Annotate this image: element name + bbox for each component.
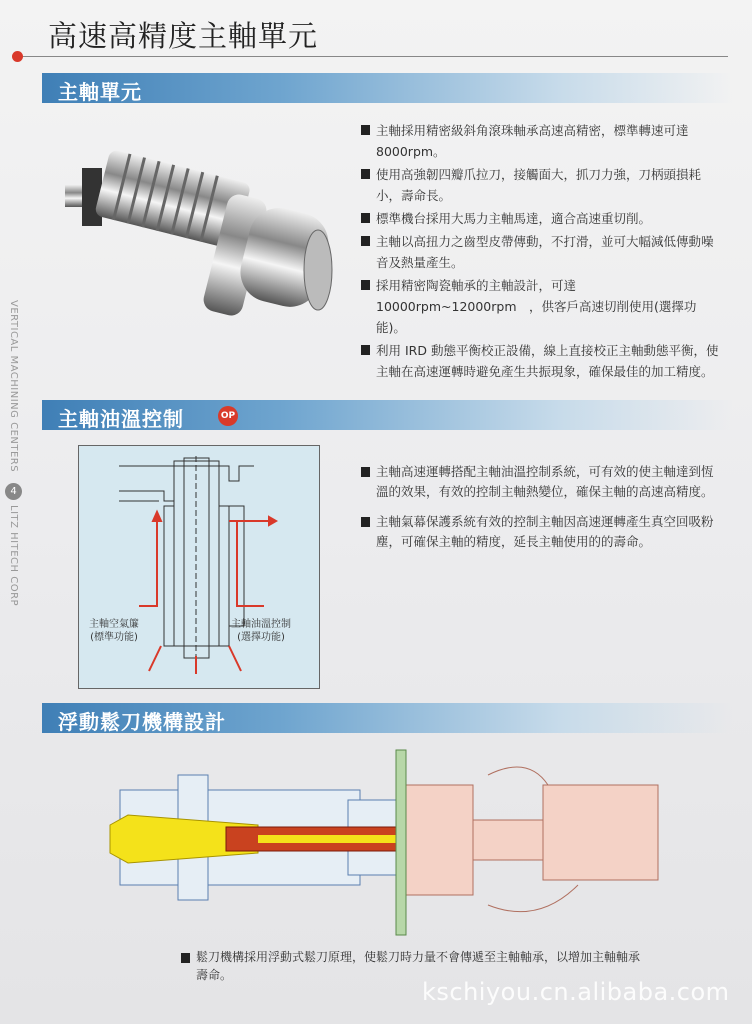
side-text-right: LITZ HITECH CORP [8,505,19,607]
feature-item: 利用 IRD 動態平衡校正設備，線上直接校正主軸動態平衡，使主軸在高速運轉時避免產生共振現象，確保最佳的加工精度。 [360,340,720,382]
red-dot-marker [12,51,23,62]
oil-temp-label: 主軸油溫控制 (選擇功能) [231,619,291,643]
floating-unclamp-drawing [108,745,668,940]
feature-item: 主軸以高扭力之齒型皮帶傳動，不打滑，並可大幅減低傳動噪音及熱量產生。 [360,231,720,273]
section-header-oil-temp [42,400,732,430]
page-number: 4 [5,483,22,500]
op-badge: OP [218,406,238,426]
title-divider [14,56,728,57]
section-header-floating-unclamp [42,703,732,733]
air-curtain-label: 主軸空氣簾 (標準功能) [89,619,139,643]
side-banner [4,300,24,620]
spindle-unit-features [360,120,720,384]
section-title: 主軸油溫控制 [58,407,184,431]
spindle-unit-image [60,150,345,335]
feature-item: 主軸採用精密級斜角滾珠軸承高速高精密，標準轉速可達8000rpm。 [360,120,720,162]
feature-item: 主軸高速運轉搭配主軸油溫控制系統，可有效的使主軸達到恆溫的效果，有效的控制主軸熱變位，確保主軸的高速高精度。 [360,462,725,502]
oil-temp-features [360,462,725,554]
feature-item: 使用高強韌四瓣爪拉刀，接觸面大，抓刀力強，刀柄頭損耗小，壽命長。 [360,164,720,206]
section-title: 浮動鬆刀機構設計 [58,710,226,734]
section-header-spindle-unit [42,73,732,103]
feature-item: 主軸氣幕保護系統有效的控制主軸因高速運轉產生真空回吸粉塵，可確保主軸的精度，延長主軸使用的的壽命。 [360,512,725,552]
spindle-cross-section [79,446,319,688]
side-text-left: VERTICAL MACHINING CENTERS [8,300,19,473]
watermark: kschiyou.cn.alibaba.com [422,978,730,1006]
feature-item: 標準機台採用大馬力主軸馬達，適合高速重切削。 [360,208,720,229]
page-title: 高速高精度主軸單元 [48,19,319,53]
oil-temp-diagram [78,445,320,689]
feature-item: 採用精密陶瓷軸承的主軸設計，可達 10000rpm~12000rpm ，供客戶高速切削使用(選擇功能)。 [360,275,720,338]
section-title: 主軸單元 [58,80,142,104]
feature-item: 鬆刀機構採用浮動式鬆刀原理，使鬆刀時力量不會傳遞至主軸軸承，以增加主軸軸承壽命。 [180,948,640,984]
